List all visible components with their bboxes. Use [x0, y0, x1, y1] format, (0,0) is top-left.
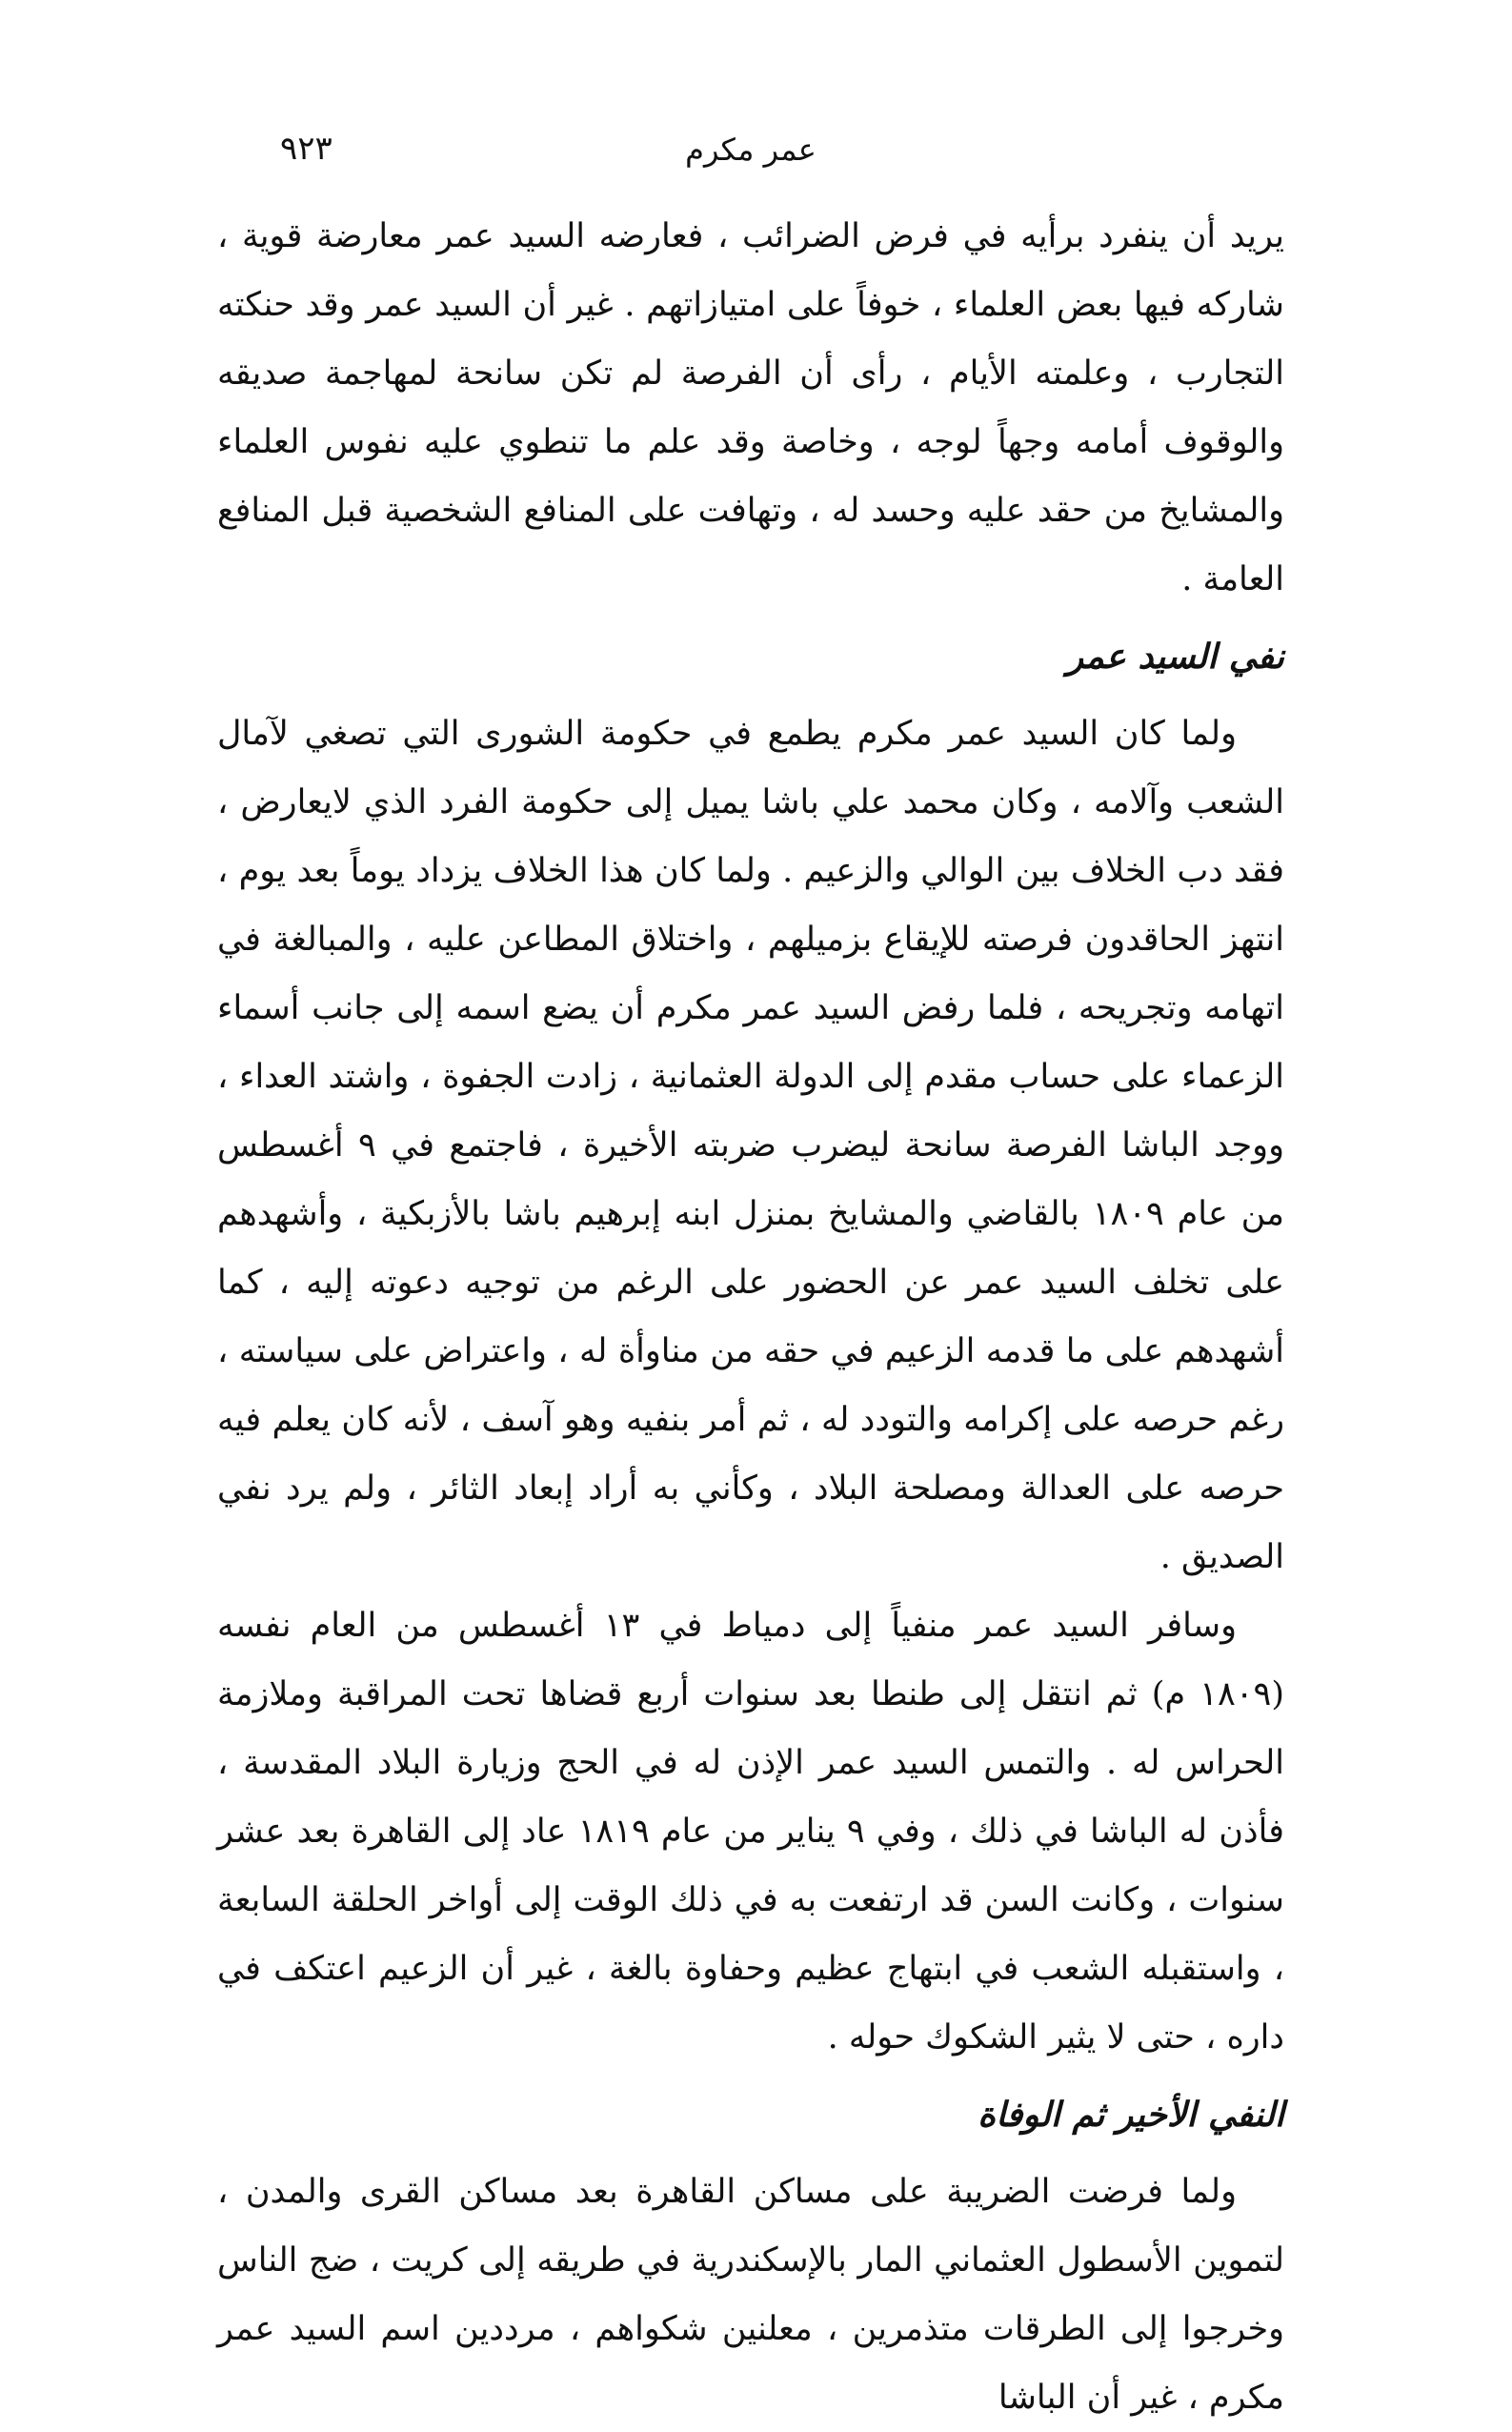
running-title: عمر مكرم	[685, 132, 816, 168]
page-header	[217, 122, 1284, 179]
paragraph-4: ولما فرضت الضريبة على مساكن القاهرة بعد مساكن القرى والمدن ، لتموين الأسطول العثماني المار بالإسكندرية في طريقه إلى كريت ، ضج الناس وخرجوا إلى الطرقات متذمرين ، معلنين شكواهم ، مرددين اسم السيد عمر مكرم ، غير أن الباشا	[217, 2173, 1284, 2417]
section-heading-final-exile: النفي الأخير ثم الوفاة	[978, 2095, 1284, 2135]
paragraph-3: وسافر السيد عمر منفياً إلى دمياط في ١٣ أغسطس من العام نفسه (١٨٠٩ م) ثم انتقل إلى طنطا بعد سنوات أربع قضاها تحت المراقبة وملازمة الحراس له . والتمس السيد عمر الإذن له في الحج وزيارة البلاد المقدسة ، فأذن له الباشا في ذلك ، وفي ٩ يناير من عام ١٨١٩ عاد إلى القاهرة بعد عشر سنوات ، وكانت السن قد ارتفعت به في ذلك الوقت إلى أواخر الحلقة السابعة ، واستقبله الشعب في ابتهاج عظيم وحفاوة بالغة ، غير أن الزعيم اعتكف في داره ، حتى لا يثير الشكوك حوله .	[217, 1607, 1284, 2057]
page-number: ٩٢٣	[280, 130, 333, 168]
paragraph-2: ولما كان السيد عمر مكرم يطمع في حكومة الشورى التي تصغي لآمال الشعب وآلامه ، وكان محمد علي باشا يميل إلى حكومة الفرد الذي لايعارض ، فقد دب الخلاف بين الوالي والزعيم . ولما كان هذا الخلاف يزداد يوماً بعد يوم ، انتهز الحاقدون فرصته للإيقاع بزميلهم ، واختلاق المطاعن عليه ، والمبالغة في اتهامه وتجريحه ، فلما رفض السيد عمر مكرم أن يضع اسمه إلى جانب أسماء الزعماء على حساب مقدم إلى الدولة العثمانية ، زادت الجفوة ، واشتد العداء ، ووجد الباشا الفرصة سانحة ليضرب ضربته الأخيرة ، فاجتمع في ٩ أغسطس من عام ١٨٠٩ بالقاضي والمشايخ بمنزل ابنه إبرهيم باشا بالأزبكية ، وأشهدهم على تخلف السيد عمر عن الحضور على الرغم من توجيه دعوته إليه ، كما أشهدهم على ما قدمه الزعيم في حقه من مناوأة له ، واعتراض على سياسته ، رغم حرصه على إكرامه والتودد له ، ثم أمر بنفيه وهو آسف ، لأنه كان يعلم فيه حرصه على العدالة ومصلحة البلاد ، وكأني به أراد إبعاد الثائر ، ولم يرد نفي الصديق .	[217, 715, 1284, 1576]
section-heading-exile: نفي السيد عمر	[1066, 637, 1284, 677]
paragraph-1: يريد أن ينفرد برأيه في فرض الضرائب ، فعارضه السيد عمر معارضة قوية ، شاركه فيها بعض العلماء ، خوفاً على امتيازاتهم . غير أن السيد عمر وقد حنكته التجارب ، وعلمته الأيام ، رأى أن الفرصة لم تكن سانحة لمهاجمة صديقه والوقوف أمامه وجهاً لوجه ، وخاصة وقد علم ما تنطوي عليه نفوس العلماء والمشايخ من حقد عليه وحسد له ، وتهافت على المنافع الشخصية قبل المنافع العامة .	[217, 217, 1284, 598]
page-body	[217, 202, 1284, 2432]
